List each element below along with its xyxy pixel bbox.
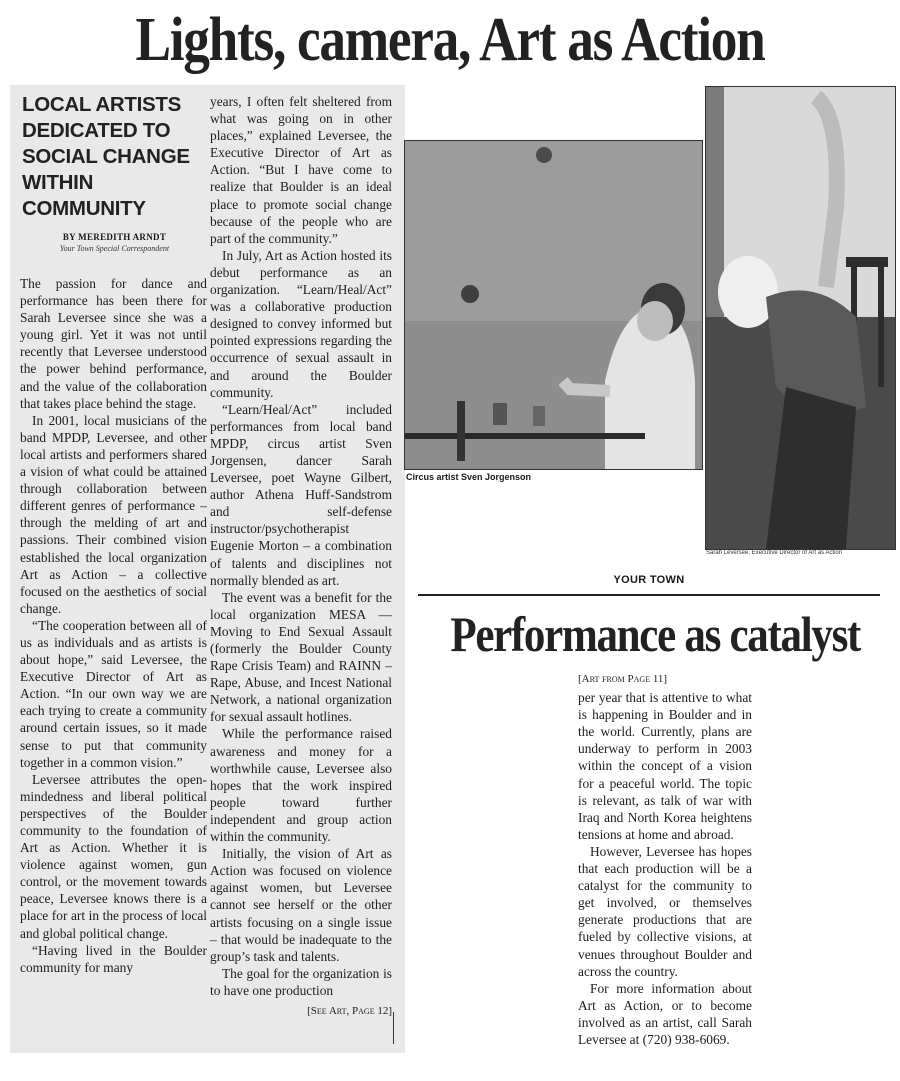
photo-dancer <box>705 86 896 550</box>
paragraph: The event was a benefit for the local organization MESA — Moving to End Sexual Assault (formerly the Boulder County Rape Crisis Team) and RAINN – Rape, Abuse, and Incest National Network, a national organization for sexual assault hotlines. <box>210 589 392 725</box>
article-deck: LOCAL ARTISTS DEDICATED TO SOCIAL CHANGE WITHIN COMMUNITY <box>22 93 190 220</box>
paragraph: In July, Art as Action hosted its debut performance as an organization. “Learn/Heal/Act” was a collaborative production designed to convey informed but pointed expressions regarding the occurrence of sexual assault in and around the Boulder community. <box>210 247 392 400</box>
article-column-2 <box>210 93 392 1020</box>
paragraph: The passion for dance and performance has been there for Sarah Leversee since she was a young girl. Yet it was not until recently that Leversee understood the power behind performance, and the value of the collaboration that takes place behind the stage. <box>20 276 207 411</box>
juggler-photo-illustration <box>405 141 702 469</box>
paragraph: However, Leversee has hopes that each production will be a catalyst for the community to get involved, or themselves generate productions that are fueled by collective visions, at venues throughout Boulder and across the country. <box>578 843 752 979</box>
jump-to-line: [See Art, Page 12] <box>307 1004 392 1017</box>
article-column-3 <box>578 671 752 1048</box>
paragraph: Initially, the vision of Art as Action was focused on violence against women, but Leversee cannot see herself or the other artists focusing on a single issue – that would be inadequate to the group’s task and talents. <box>210 846 392 964</box>
paragraph: The goal for the organization is to have one production <box>210 965 392 998</box>
section-label: YOUR TOWN <box>613 574 685 586</box>
paragraph: In 2001, local musicians of the band MPDP, Leversee, and other local artists and performers shared a vision of what could be attained through collaboration between different genres of performance – through the melding of art and passions. Their combined vision established the local organization Art as Action – a collective focused on the aesthetics of social change. <box>20 412 207 616</box>
paragraph: Leversee attributes the open-mindedness and liberal political perspectives of the Boulder community to the foundation of Art as Action. Whether it is violence against women, gun control, or the movement towards peace, Leversee knows there is a place for art in the process of local and global political change. <box>20 771 207 941</box>
byline-title: Your Town Special Correspondent <box>59 244 170 253</box>
paragraph: “The cooperation between all of us as individuals and as artists is about hope,” said Leversee, the Executive Director of Art as Action. “In our own way we are each trying to create a community around certain issues, so it made sense to put that community together in a common vision.” <box>20 617 207 770</box>
paragraph: While the performance raised awareness and money for a worthwhile cause, Leversee also hopes that the work inspired people toward further independent and group action within the community. <box>210 726 392 845</box>
article-column-1 <box>20 275 207 976</box>
section-rule <box>418 594 880 596</box>
paragraph: years, I often felt sheltered from what was going on in other places,” explained Leversee, the Executive Director of Art as Action. “But I have come to realize that Boulder is an ideal place to promote social change because of the people who are part of the community.” <box>210 94 392 246</box>
paragraph: per year that is attentive to what is happening in Boulder and in the world. Currently, plans are underway to perform in 2003 within the concept of a vision for a peaceful world. The topic is relevant, as talk of war with Iraq and North Korea heightens tensions at home and abroad. <box>578 690 752 842</box>
paragraph: “Having lived in the Boulder community for many <box>20 942 207 975</box>
byline: BY MEREDITH ARNDT <box>62 232 167 242</box>
jump-from-line: [Art from Page 11] <box>578 673 668 685</box>
photo-caption-2: Sarah Leversee, Executive Director of Art as Action <box>706 550 843 556</box>
photo-circus-artist <box>404 140 703 470</box>
paragraph: For more information about Art as Action, or to become involved as an artist, call Sarah Leversee at (720) 938-6069. <box>578 980 752 1047</box>
column-rule <box>393 1012 394 1044</box>
dancer-photo-illustration <box>706 87 895 549</box>
photo-caption-1: Circus artist Sven Jorgenson <box>406 472 532 482</box>
paragraph: “Learn/Heal/Act” included performances from local band MPDP, circus artist Sven Jorgensen, dancer Sarah Leversee, poet Wayne Gilbert, author Athena Huff-Sandstrom and self-defense instructor/psychotherapist Eugenie Morton – a combination of talents and disciplines not normally blended as art. <box>210 401 392 588</box>
main-headline: Lights, camera, Art as Action <box>135 6 765 74</box>
secondary-headline: Performance as catalyst <box>450 606 861 662</box>
